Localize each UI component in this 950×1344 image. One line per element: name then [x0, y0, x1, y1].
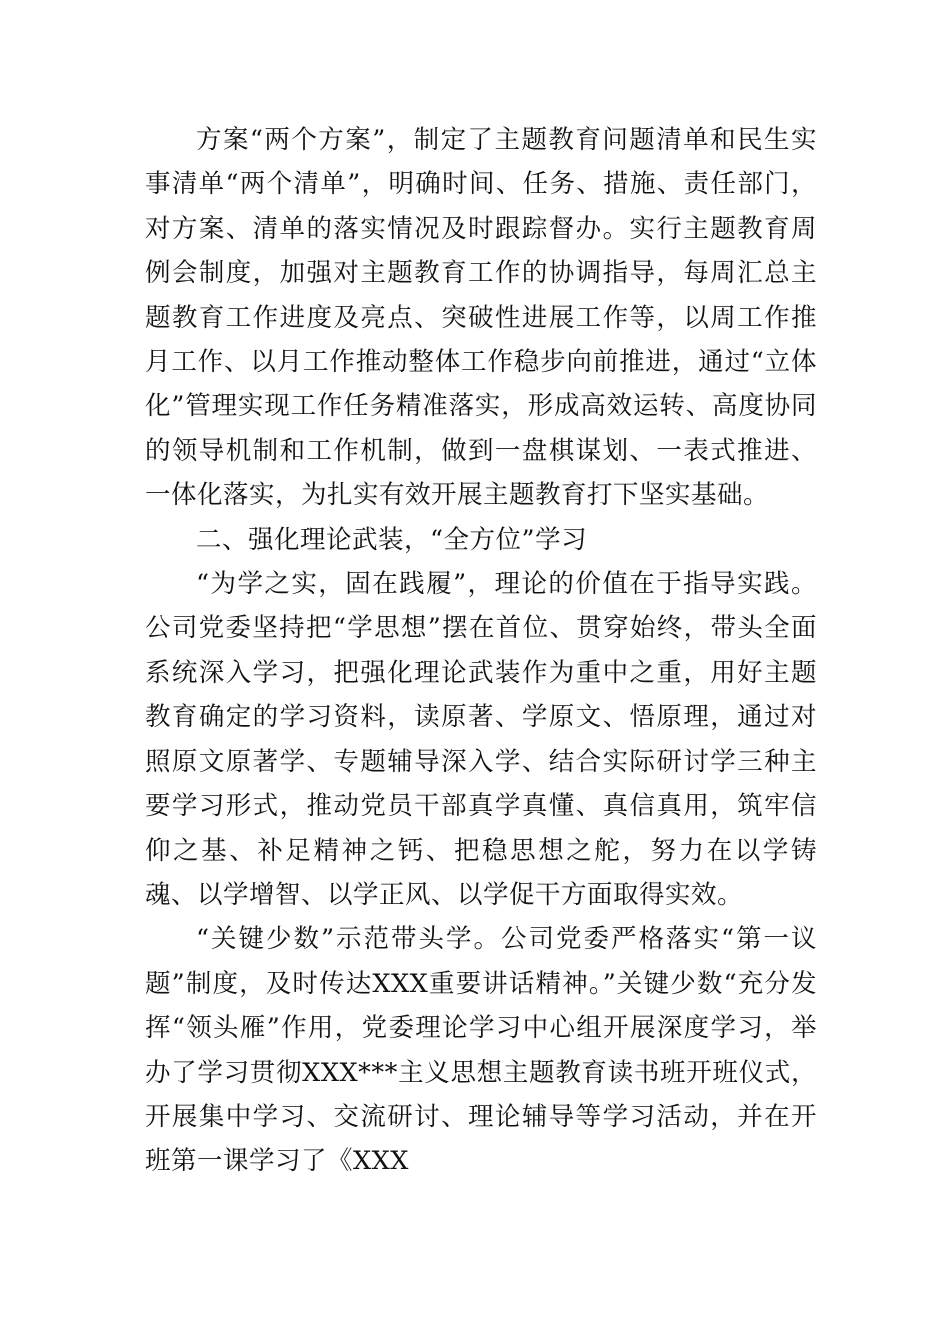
paragraph-plan-continuation: 方案“两个方案”，制定了主题教育问题清单和民生实事清单“两个清单”，明确时间、任务、措施、责任部门，对方案、清单的落实情况及时跟踪督办。实行主题教育周例会制度，加强对主题教育工作的协调指导，每周汇总主题教育工作进度及亮点、突破性进展工作等，以周工作推月工作、以月工作推动整体工作稳步向前推进，通过“立体化”管理实现工作任务精准落实，形成高效运转、高度协同的领导机制和工作机制，做到一盘棋谋划、一表式推进、一体化落实，为扎实有效开展主题教育打下坚实基础。 [145, 125, 817, 511]
paragraph-theory-study: “为学之实，固在践履”，理论的价值在于指导实践。公司党委坚持把“学思想”摆在首位、贯穿始终，带头全面系统深入学习，把强化理论武装作为重中之重，用好主题教育确定的学习资料，读原著、学原文、悟原理，通过对照原文原著学、专题辅导深入学、结合实际研讨学三种主要学习形式，推动党员干部真学真懂、真信真用，筑牢信仰之基、补足精神之钙、把稳思想之舵，努力在以学铸魂、以学增智、以学正风、以学促干方面取得实效。 [145, 569, 817, 910]
paragraph-key-minority: “关键少数”示范带头学。公司党委严格落实“第一议题”制度，及时传达XXX重要讲话精神。”关键少数“充分发挥“领头雁”作用，党委理论学习中心组开展深度学习，举办了学习贯彻XXX***主义思想主题教育读书班开班仪式，开展集中学习、交流研讨、理论辅导等学习活动，并在开班第一课学习了《XXX [145, 924, 817, 1177]
document-body [145, 118, 817, 1184]
section-heading-theory: 二、强化理论武装，“全方位”学习 [196, 524, 588, 555]
